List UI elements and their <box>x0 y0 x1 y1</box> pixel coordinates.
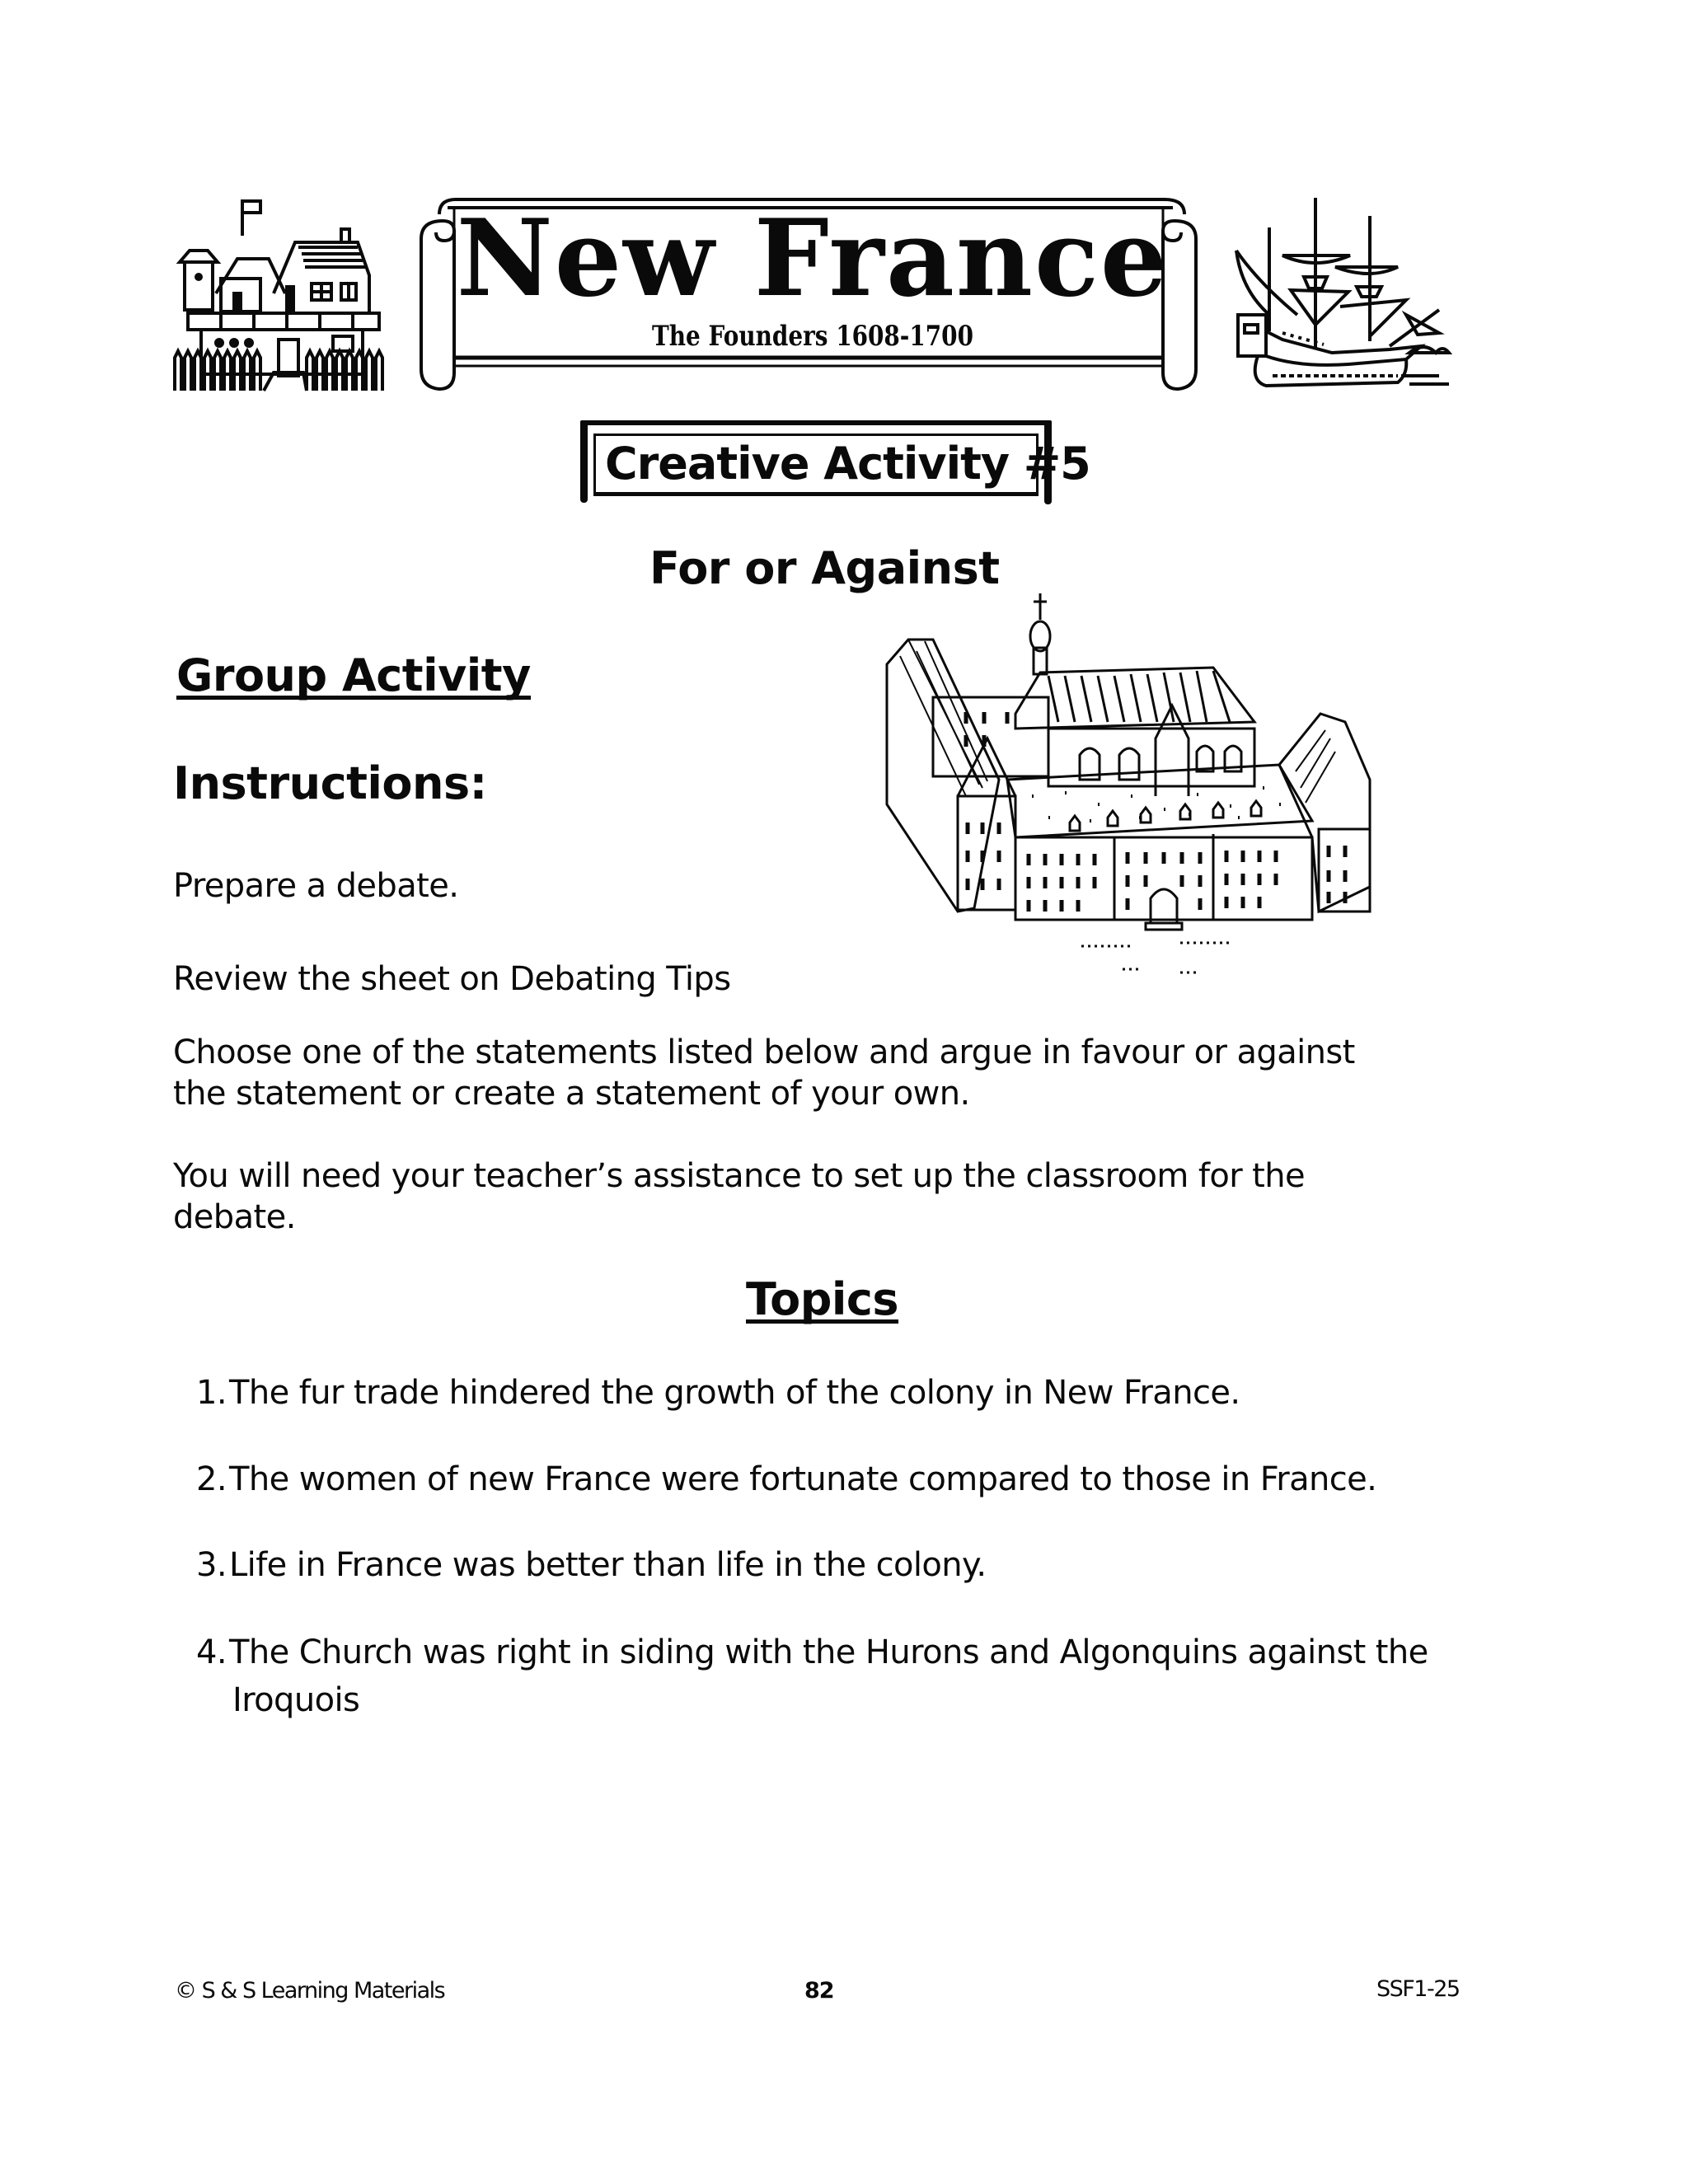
convent-illustration <box>884 590 1378 1010</box>
paragraph-line: the statement or create a statement of your own. <box>173 1075 970 1113</box>
step-review-tips: Review the sheet on Debating Tips <box>173 960 731 998</box>
convent-building-icon <box>884 590 1378 1010</box>
title-banner <box>406 196 1212 394</box>
footer-page-number: 82 <box>804 1978 834 2004</box>
paragraph-choose-statement <box>173 1032 1355 1114</box>
topic-number: 3. <box>196 1546 227 1584</box>
instructions-label: Instructions: <box>173 757 487 809</box>
fort-icon <box>171 196 387 392</box>
step-prepare-debate: Prepare a debate. <box>173 867 459 905</box>
activity-subtitle: For or Against <box>649 542 1000 594</box>
ship-illustration <box>1233 191 1454 391</box>
banner-title: New France <box>456 197 1170 321</box>
section-heading: Group Activity <box>176 649 531 701</box>
box-top-rule <box>584 420 1050 425</box>
topics-heading: Topics <box>746 1273 899 1325</box>
paragraph-line: Choose one of the statements listed below and argue in favour or against <box>173 1033 1355 1071</box>
fort-illustration <box>171 196 387 392</box>
footer-code: SSF1-25 <box>1376 1976 1460 2002</box>
paragraph-line: debate. <box>173 1198 296 1236</box>
topic-number: 1. <box>196 1374 227 1412</box>
activity-label-box <box>580 420 1090 504</box>
topic-number: 4. <box>196 1633 227 1671</box>
topic-text: The Church was right in siding with the Hurons and Algonquins against the <box>229 1633 1428 1671</box>
topic-item-1 <box>196 1372 1240 1413</box>
topic-item-2 <box>196 1459 1376 1500</box>
box-left-bar <box>580 420 588 503</box>
topic-text-continued: Iroquois <box>232 1681 360 1719</box>
paragraph-line: You will need your teacher’s assistance to set up the classroom for the <box>173 1157 1306 1195</box>
banner-subtitle: The Founders 1608-1700 <box>652 320 973 353</box>
topic-item-4 <box>196 1629 1428 1724</box>
topic-item-3 <box>196 1544 987 1586</box>
topic-text: The fur trade hindered the growth of the colony in New France. <box>229 1374 1240 1412</box>
ship-icon <box>1233 191 1454 391</box>
footer-copyright: © S & S Learning Materials <box>175 1978 445 2004</box>
topic-text: Life in France was better than life in the colony. <box>229 1546 987 1584</box>
activity-label: Creative Activity #5 <box>605 438 1090 490</box>
topic-text: The women of new France were fortunate compared to those in France. <box>229 1460 1377 1498</box>
topic-number: 2. <box>196 1460 227 1498</box>
paragraph-teacher-assistance <box>173 1155 1305 1238</box>
